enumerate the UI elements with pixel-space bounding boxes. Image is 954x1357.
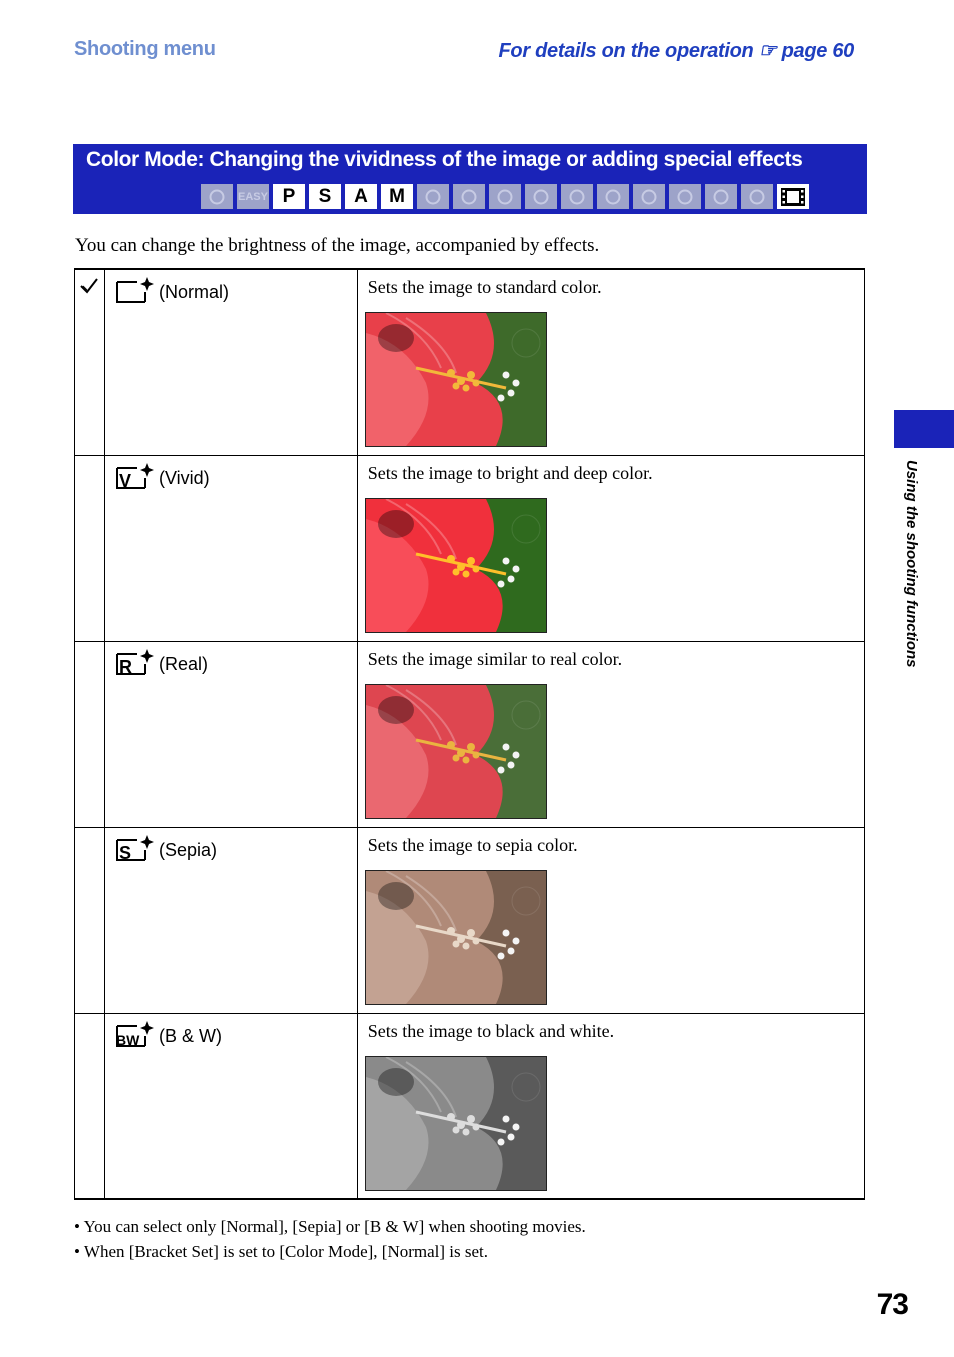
section-header: Shooting menu bbox=[74, 38, 216, 60]
table-row bbox=[75, 827, 865, 1013]
shutter-priority-icon: S bbox=[309, 184, 341, 209]
vivid-color-icon bbox=[115, 462, 159, 495]
default-cell bbox=[75, 455, 105, 641]
camera-auto-icon bbox=[201, 184, 233, 209]
default-cell bbox=[75, 827, 105, 1013]
side-label: Using the shooting functions bbox=[903, 460, 920, 668]
mode-name-cell bbox=[104, 827, 357, 1013]
svg-text:R: R bbox=[118, 656, 132, 676]
table-row bbox=[75, 455, 865, 641]
mode-description: Sets the image to sepia color. bbox=[367, 834, 578, 855]
intro-text: You can change the brightness of the image, accompanied by effects. bbox=[75, 235, 600, 256]
banner-title: Color Mode: Changing the vividness of the image or adding special effects bbox=[86, 148, 803, 171]
note-item: • You can select only [Normal], [Sepia] or [B & W] when shooting movies. bbox=[74, 1217, 586, 1236]
snow-icon bbox=[705, 184, 737, 209]
mode-description: Sets the image to standard color. bbox=[367, 277, 602, 297]
sports-icon bbox=[525, 184, 557, 209]
description-cell bbox=[357, 827, 864, 1013]
table-row bbox=[75, 641, 865, 827]
chapter-tab bbox=[894, 410, 954, 448]
svg-text:S: S bbox=[118, 842, 131, 862]
program-icon: P bbox=[273, 184, 305, 209]
normal-color-icon bbox=[115, 276, 159, 309]
landscape-icon bbox=[561, 184, 593, 209]
high-sensitivity-icon bbox=[417, 184, 449, 209]
table-row bbox=[75, 1013, 865, 1199]
movie-icon bbox=[777, 184, 809, 209]
description-cell bbox=[357, 641, 864, 827]
twilight-portrait-icon bbox=[597, 184, 629, 209]
section-banner bbox=[73, 144, 867, 214]
description-cell bbox=[357, 455, 864, 641]
description-cell bbox=[357, 1013, 864, 1199]
default-check-icon bbox=[79, 276, 99, 296]
note-item: • When [Bracket Set] is set to [Color Mode], [Normal] is set. bbox=[74, 1242, 489, 1261]
mode-description: Sets the image to bright and deep color. bbox=[367, 462, 653, 483]
mode-description: Sets the image to black and white. bbox=[367, 1020, 615, 1041]
soft-snap-icon bbox=[489, 184, 521, 209]
default-cell bbox=[75, 1013, 105, 1199]
description-cell bbox=[357, 269, 864, 455]
mode-name: (Normal) bbox=[158, 282, 229, 302]
sample-photo bbox=[358, 498, 864, 633]
beach-icon bbox=[669, 184, 701, 209]
sepia-color-icon bbox=[115, 834, 159, 867]
sample-photo bbox=[358, 1056, 864, 1191]
mode-name: (Vivid) bbox=[158, 467, 210, 488]
sample-photo bbox=[358, 870, 864, 1005]
mode-icons-bar bbox=[201, 184, 809, 209]
page-number: 73 bbox=[876, 1288, 908, 1321]
mode-name: (Sepia) bbox=[158, 839, 218, 860]
smile-icon bbox=[453, 184, 485, 209]
mode-name-cell bbox=[104, 269, 357, 455]
default-cell bbox=[75, 269, 105, 455]
sample-photo bbox=[358, 312, 864, 447]
mode-description: Sets the image similar to real color. bbox=[367, 648, 623, 669]
color-mode-table bbox=[74, 268, 865, 1200]
aperture-priority-icon: A bbox=[345, 184, 377, 209]
mode-name: (Real) bbox=[158, 653, 208, 674]
easy-icon: EASY bbox=[237, 184, 269, 209]
mode-name-cell bbox=[104, 641, 357, 827]
mode-name: (B & W) bbox=[158, 1025, 222, 1046]
notes bbox=[74, 1214, 586, 1264]
svg-text:BW: BW bbox=[115, 1031, 140, 1048]
manual-icon: M bbox=[381, 184, 413, 209]
mode-name-cell bbox=[104, 455, 357, 641]
operation-reference[interactable]: For details on the operation ☞ page 60 bbox=[498, 40, 854, 62]
twilight-icon bbox=[633, 184, 665, 209]
default-cell bbox=[75, 641, 105, 827]
fireworks-icon bbox=[741, 184, 773, 209]
real-color-icon bbox=[115, 648, 159, 681]
bw-color-icon bbox=[115, 1020, 159, 1053]
sample-photo bbox=[358, 684, 864, 819]
svg-text:V: V bbox=[118, 470, 131, 490]
table-row bbox=[75, 269, 865, 455]
mode-name-cell bbox=[104, 1013, 357, 1199]
